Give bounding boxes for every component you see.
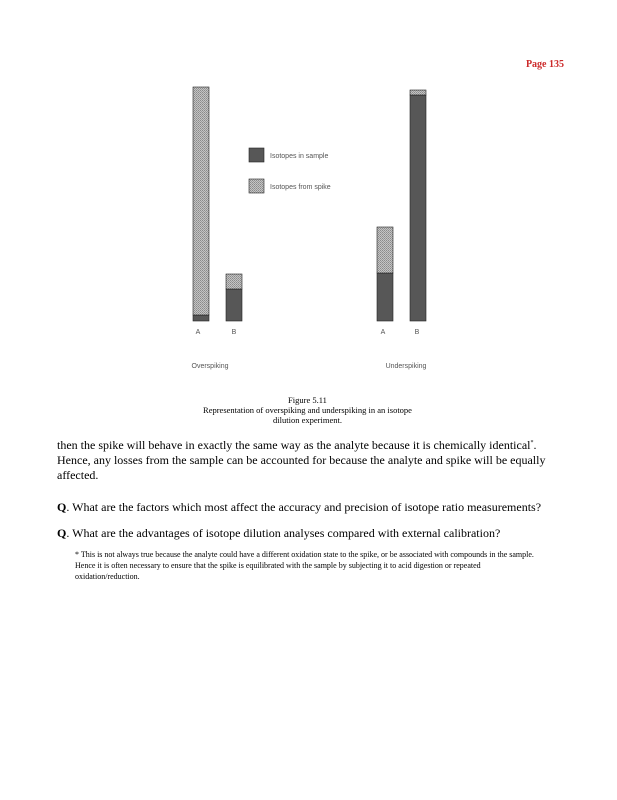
- legend-spike-label: Isotopes from spike: [270, 184, 331, 191]
- bar-label-underspiking-a: A: [380, 329, 386, 336]
- footnote: * This is not always true because the analyte could have a different oxidation state to the spike, or be associated with compounds in the sample. Hence it is often necessary to ensure that the spike is equilibrated with the sample by subjecting it to acid digestion or repeated oxidation/reduction.: [75, 550, 534, 581]
- bar-underspiking-b-sample: [410, 95, 426, 321]
- bar-overspiking-a-spike: [193, 87, 209, 315]
- isotope-dilution-figure: [0, 0, 617, 390]
- body-paragraph: [57, 436, 562, 483]
- bar-underspiking-a-spike: [377, 227, 393, 273]
- legend-spike-swatch: [249, 179, 264, 193]
- legend-sample-swatch: [249, 148, 264, 162]
- bar-underspiking-a-sample: [377, 273, 393, 321]
- bar-label-underspiking-b: B: [414, 329, 420, 336]
- bar-group: [193, 87, 426, 321]
- bar-label-overspiking-a: A: [195, 329, 201, 336]
- figure-caption-line-1: Representation of overspiking and underspiking in an isotope: [203, 405, 412, 415]
- panel-label-overspiking: Overspiking: [191, 363, 229, 370]
- body-paragraph-main: then the spike will behave in exactly the same way as the analyte because it is chemically identical: [57, 438, 531, 452]
- legend-sample-label: Isotopes in sample: [270, 153, 329, 160]
- figure-number: Figure 5.11: [288, 395, 327, 405]
- bar-overspiking-b-spike: [226, 274, 242, 289]
- bar-overspiking-a-sample: [193, 315, 209, 321]
- page-number: Page 135: [525, 59, 564, 70]
- question-1: [57, 500, 567, 515]
- panel-label-underspiking: Underspiking: [385, 363, 427, 370]
- bar-underspiking-b-spike: [410, 90, 426, 95]
- question-2-text: . What are the advantages of isotope dilution analyses compared with external calibration?: [66, 526, 501, 540]
- footnote-reference: *: [530, 440, 534, 446]
- figure-caption: [150, 395, 465, 425]
- question-1-text: . What are the factors which most affect the accuracy and precision of isotope ratio measurements?: [66, 500, 542, 514]
- question-2: [57, 526, 567, 541]
- question-1-label: Q: [57, 500, 67, 514]
- bar-overspiking-b-sample: [226, 289, 242, 321]
- bar-label-overspiking-b: B: [231, 329, 237, 336]
- figure-caption-line-2: dilution experiment.: [273, 415, 342, 425]
- body-paragraph-tail: . Hence, any losses from the sample can be accounted for because the analyte and spike will be equally affected.: [57, 438, 546, 482]
- question-2-label: Q: [57, 526, 67, 540]
